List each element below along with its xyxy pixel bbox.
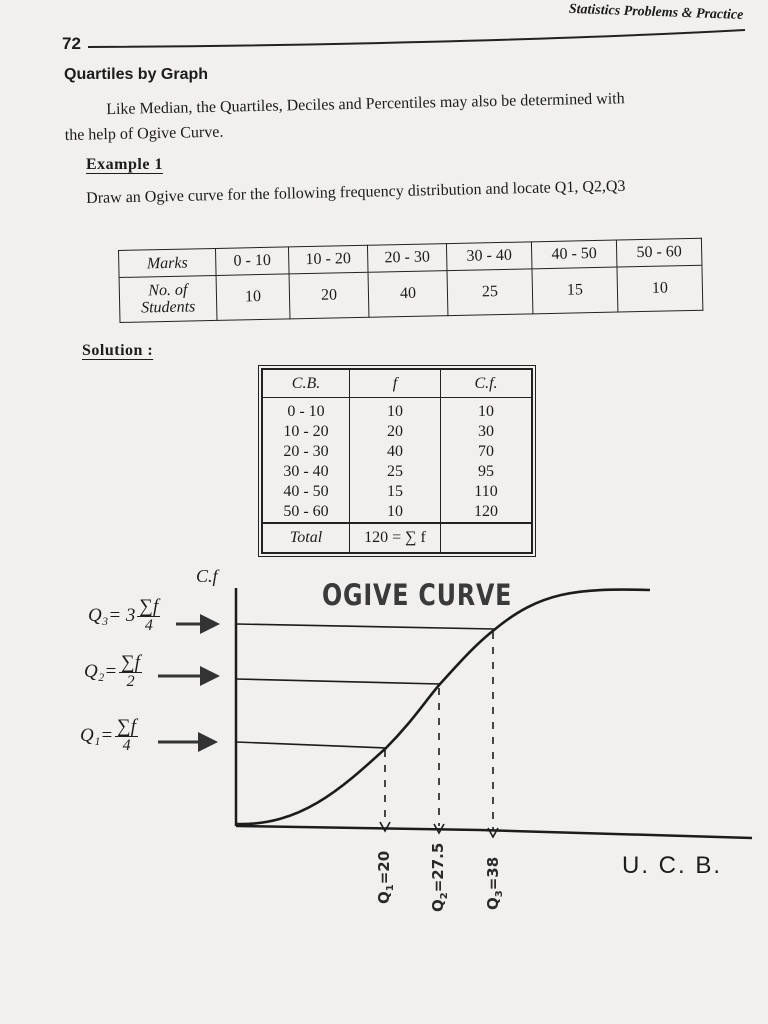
intro-paragraph [64,83,765,148]
header-cb: C.B. [262,369,350,398]
cf-table-row [262,442,532,462]
q3-formula-lhs: Q₃= 3 [88,604,136,626]
cf-total-row [262,523,532,553]
intro-line-2: the help of Ogive Curve. [64,123,224,144]
class-cell: 30 - 40 [446,242,532,271]
q3-value [484,857,505,910]
students-label: No. of Students [119,275,217,322]
q2-value-sub: 2 [439,892,450,900]
example-text: Draw an Ogive curve for the following frequency distribution and locate Q1, Q2,Q3 [86,177,626,207]
q1-formula [80,718,138,755]
q1-value-eq: =20 [375,850,393,885]
class-cell: 0 - 10 [215,247,289,276]
q2-denominator: 2 [126,673,135,690]
f-cell: 25 [350,462,441,482]
frequency-table [118,238,703,323]
q1-denominator: 4 [122,737,131,754]
q1-guide-line [236,742,386,748]
cf-cell: 10 [441,398,533,423]
y-axis-label: C.f [196,566,218,586]
q1-arrow [158,732,218,752]
q2-value [429,843,450,912]
running-title: Statistics Problems & Practice [568,1,744,23]
cf-cell: 120 [441,502,533,523]
cf-cell: 30 [441,422,533,442]
cf-cell: 110 [441,482,533,502]
header-cf: C.f. [441,369,533,398]
q1-numerator: ∑f [117,716,136,737]
class-cell: 10 - 20 [288,245,368,274]
f-cell: 15 [350,482,441,502]
q3-guide-line [236,624,494,629]
cf-cell: 70 [441,442,533,462]
cf-table-row [262,398,532,423]
chart-title: OGIVE CURVE [322,578,513,612]
q1-value [375,851,396,904]
q2-fraction [119,654,142,691]
example-title: Example 1 [86,156,163,173]
frequency-cell: 25 [447,269,533,316]
total-value: 120 = ∑ f [350,523,441,553]
q2-value-eq: =27.5 [429,842,447,893]
q2-numerator: ∑f [121,652,140,673]
q2-value-name: Q [429,899,447,912]
intro-line-1: Like Median, the Quartiles, Deciles and Percentiles may also be determined with [106,90,625,119]
total-label: Total [262,523,350,553]
header-f: f [350,369,441,398]
q2-arrow [158,666,220,686]
f-cell: 10 [350,398,441,423]
cb-cell: 50 - 60 [262,502,350,523]
q1-value-sub: 1 [385,884,396,892]
class-cell: 50 - 60 [616,238,702,267]
cb-cell: 10 - 20 [262,422,350,442]
marks-label: Marks [119,248,217,277]
q3-arrow [176,614,220,634]
section-title: Quartiles by Graph [64,66,209,83]
frequency-cell: 20 [289,272,369,319]
f-cell: 40 [350,442,441,462]
frequency-cell: 40 [368,271,448,318]
frequency-cell: 10 [216,274,290,321]
solution-title: Solution : [82,342,154,359]
cf-table-body [262,398,532,524]
cb-cell: 0 - 10 [262,398,350,423]
cf-table-row [262,462,532,482]
class-cell: 40 - 50 [531,240,617,269]
cf-table-header [262,369,532,398]
q2-formula [84,654,142,691]
q3-fraction [137,598,160,635]
frequency-cell: 15 [532,267,618,314]
cf-table-row [262,482,532,502]
q1-fraction [115,718,138,755]
cf-table-row [262,502,532,523]
cb-cell: 20 - 30 [262,442,350,462]
header-rule [0,0,768,60]
cumulative-frequency-table [261,368,533,554]
cb-cell: 40 - 50 [262,482,350,502]
q3-value-eq: =38 [484,856,502,891]
q2-formula-lhs: Q₂= [84,660,118,682]
q3-formula [88,598,160,635]
frequency-cell: 10 [617,265,703,312]
cf-cell: 95 [441,462,533,482]
q1-formula-lhs: Q₁= [80,724,114,746]
q2-guide-line [236,679,440,684]
x-axis-label: U. C. B. [622,852,723,879]
class-cell: 20 - 30 [367,244,447,273]
q1-value-name: Q [375,891,393,904]
f-cell: 20 [350,422,441,442]
f-cell: 10 [350,502,441,523]
cb-cell: 30 - 40 [262,462,350,482]
total-empty [441,523,533,553]
q3-numerator: ∑f [139,596,159,617]
page-number: 72 [62,34,81,53]
q3-value-name: Q [484,897,502,910]
cf-table-row [262,422,532,442]
q3-value-sub: 3 [494,890,505,898]
q3-denominator: 4 [144,617,153,634]
